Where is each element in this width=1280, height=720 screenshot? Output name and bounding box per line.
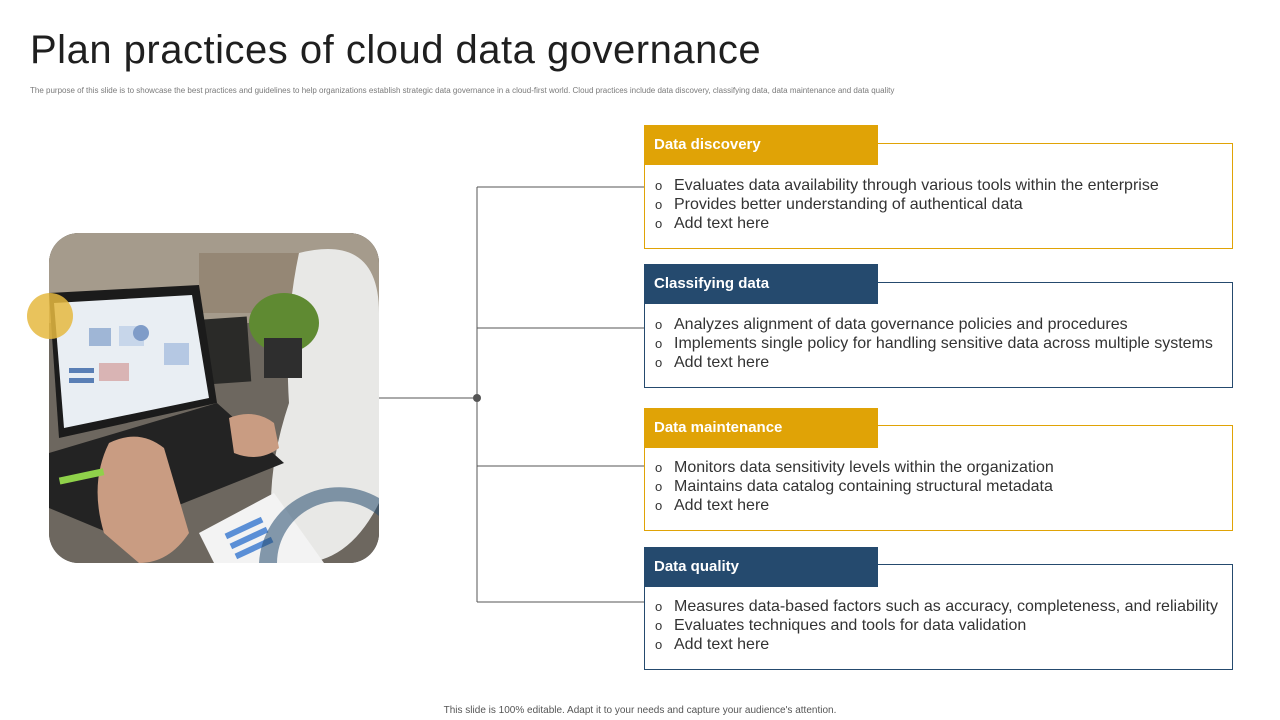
list-item: o Add text here bbox=[655, 215, 770, 232]
connector-node bbox=[473, 394, 481, 402]
list-item: o Analyzes alignment of data governance policies and procedures bbox=[655, 316, 1128, 333]
list-item: o Implements single policy for handling sensitive data across multiple systems bbox=[655, 335, 1213, 352]
page-subtitle: The purpose of this slide is to showcase the best practices and guidelines to help organizations establish strategic data governance in a cloud-first world. Cloud practices include data discovery, classifying data, data maintenance and data quality bbox=[30, 86, 895, 95]
list-item: o Measures data-based factors such as accuracy, completeness, and reliability bbox=[655, 598, 1218, 615]
list-item: o Add text here bbox=[655, 497, 770, 514]
card-heading: Data maintenance bbox=[644, 408, 878, 448]
list-item: o Maintains data catalog containing structural metadata bbox=[655, 478, 1053, 495]
bullet-list bbox=[655, 597, 1218, 654]
card-heading: Classifying data bbox=[644, 264, 878, 304]
footer-note: This slide is 100% editable. Adapt it to your needs and capture your audience's attention. bbox=[443, 705, 837, 716]
bullet-list bbox=[655, 315, 1213, 372]
list-item: o Add text here bbox=[655, 354, 770, 371]
card-heading: Data discovery bbox=[644, 125, 878, 165]
bullet-list bbox=[655, 176, 1159, 233]
bullet-list bbox=[655, 458, 1054, 515]
list-item: o Evaluates data availability through various tools within the enterprise bbox=[655, 177, 1159, 194]
card-heading: Data quality bbox=[644, 547, 878, 587]
list-item: o Add text here bbox=[655, 636, 770, 653]
list-item: o Monitors data sensitivity levels within the organization bbox=[655, 459, 1054, 476]
list-item: o Evaluates techniques and tools for data validation bbox=[655, 617, 1027, 634]
page-title: Plan practices of cloud data governance bbox=[30, 28, 762, 72]
list-item: o Provides better understanding of authentical data bbox=[655, 196, 1023, 213]
